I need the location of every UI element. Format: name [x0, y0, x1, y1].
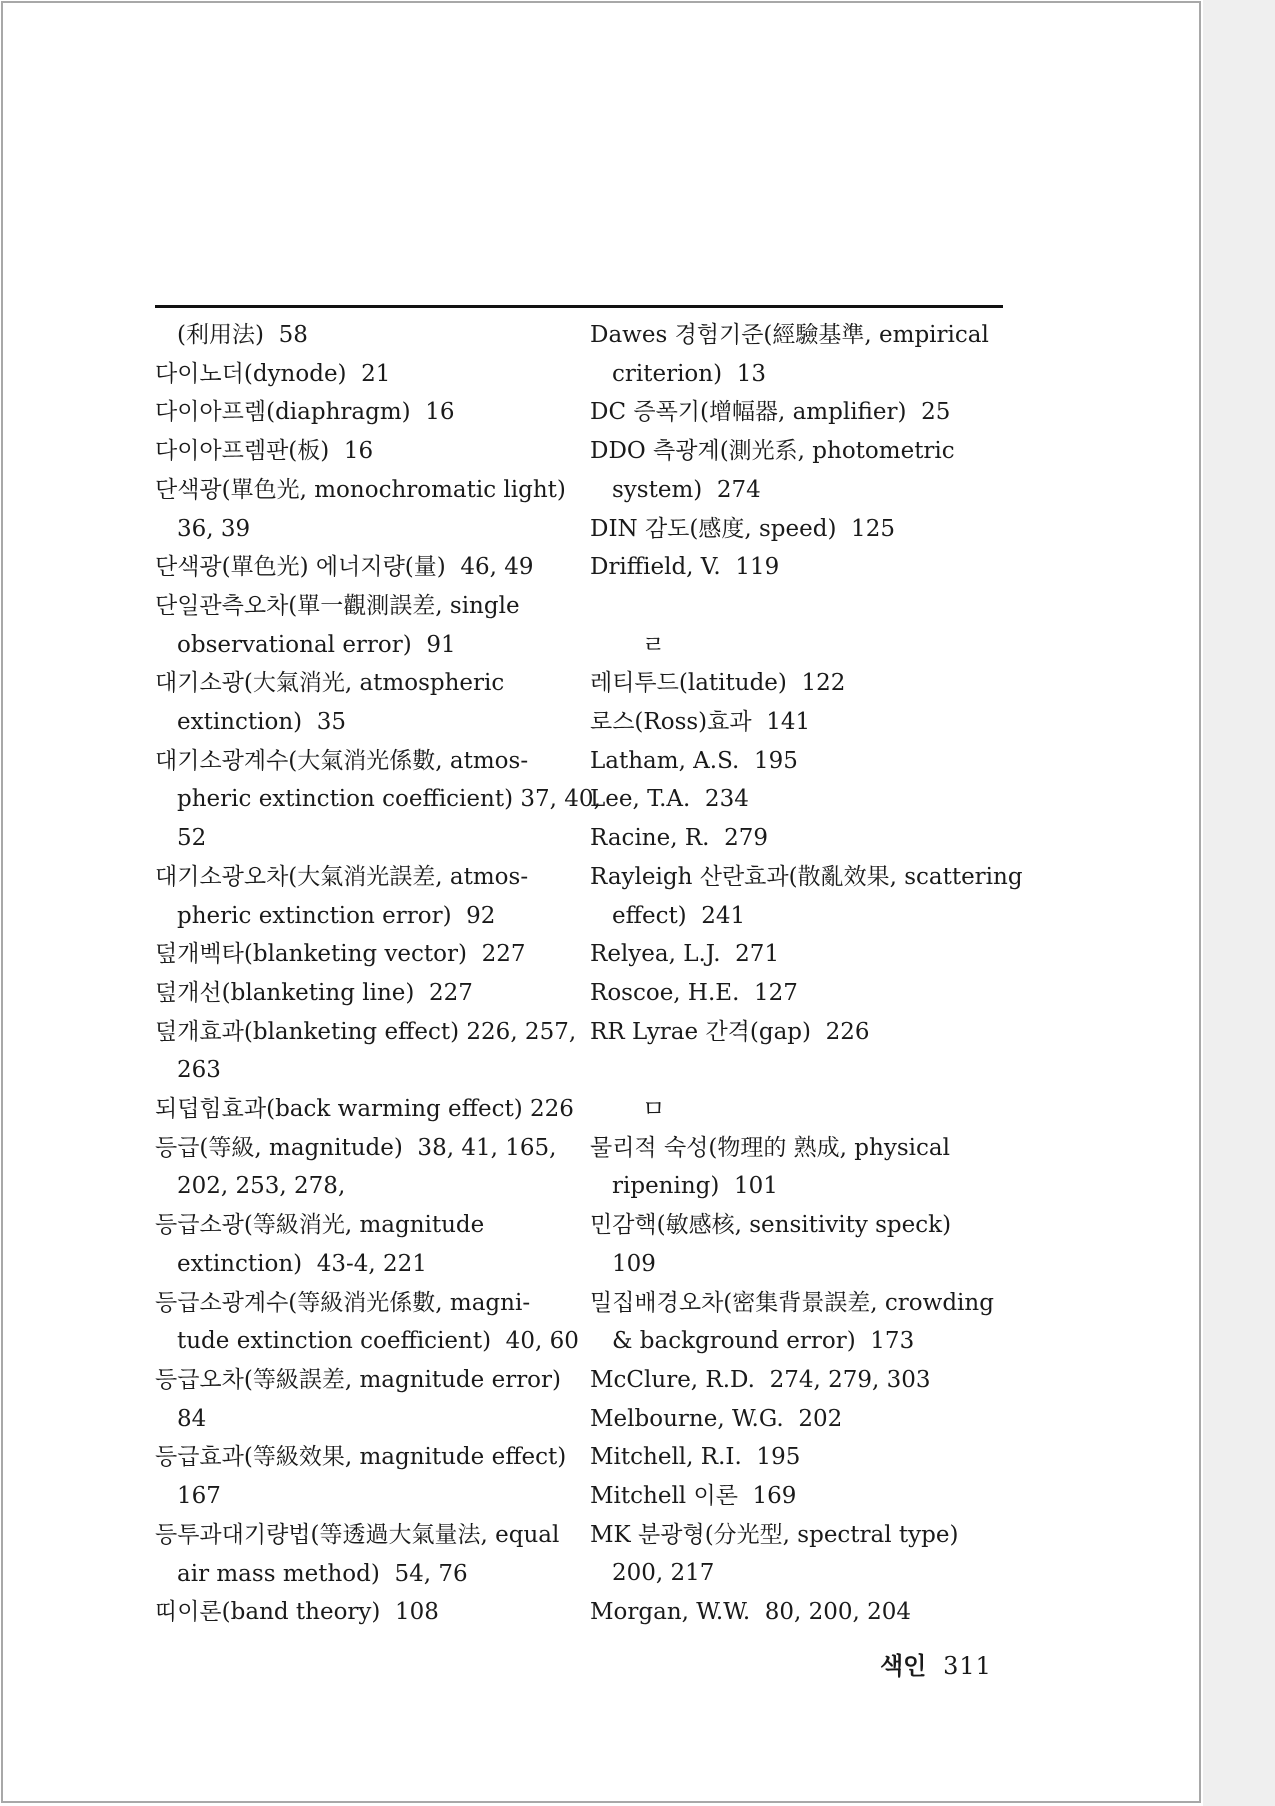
index-entry-line: 덮개벡타(blanketing vector) 227 [155, 941, 526, 968]
index-entry-line: 200, 217 [612, 1560, 715, 1587]
index-entry-line: pheric extinction coefficient) 37, 40, [177, 786, 601, 813]
index-column-left [155, 316, 601, 1632]
index-entry-line: Melbourne, W.G. 202 [590, 1405, 843, 1432]
index-entry-line: extinction) 43-4, 221 [177, 1250, 427, 1277]
index-entry-line: RR Lyrae 간격(gap) 226 [590, 1018, 870, 1045]
index-entry-line: observational error) 91 [177, 631, 456, 658]
index-entry-line: & background error) 173 [612, 1328, 915, 1355]
index-entry-line: air mass method) 54, 76 [177, 1560, 468, 1587]
page-number: 311 [943, 1652, 992, 1680]
index-entry-line: tude extinction coefficient) 40, 60 [177, 1328, 579, 1355]
index-entry-line: DC 증폭기(增幅器, amplifier) 25 [590, 399, 951, 426]
index-entry-line: Driffield, V. 119 [590, 554, 780, 581]
index-entry-line: Lee, T.A. 234 [590, 786, 749, 813]
index-entry-line: Relyea, L.J. 271 [590, 941, 780, 968]
index-entry-line: 109 [612, 1250, 656, 1277]
index-entry-line: 되덥힘효과(back warming effect) 226 [155, 1096, 574, 1123]
index-entry-line: pheric extinction error) 92 [177, 902, 496, 929]
index-entry-line: 등급소광계수(等級消光係數, magni- [155, 1289, 531, 1316]
index-entry-line: 밀집배경오차(密集背景誤差, crowding [590, 1289, 994, 1316]
index-entry-line: 민감핵(敏感核, sensitivity speck) [590, 1212, 952, 1239]
index-entry-line: effect) 241 [612, 902, 746, 929]
index-entry-line: 다이아프렘판(板) 16 [155, 438, 374, 465]
index-entry-line: 84 [177, 1405, 207, 1432]
index-entry-line: system) 274 [612, 476, 761, 503]
index-entry-line: 202, 253, 278, [177, 1173, 346, 1200]
index-entry-line: ripening) 101 [612, 1173, 778, 1200]
section-heading: ㅁ [642, 1095, 666, 1124]
index-entry-line: 단색광(單色光, monochromatic light) [155, 476, 566, 503]
index-entry-line: Dawes 경험기준(經驗基準, empirical [590, 322, 989, 348]
page-footer [880, 1646, 992, 1681]
index-entry-line: 대기소광오차(大氣消光誤差, atmos- [155, 863, 529, 890]
index-entry-line: 물리적 숙성(物理的 熟成, physical [590, 1134, 950, 1161]
index-entry-line: 덮개효과(blanketing effect) 226, 257, [155, 1018, 577, 1045]
index-entry-line: DIN 감도(感度, speed) 125 [590, 515, 895, 542]
index-entry-line: Rayleigh 산란효과(散亂效果, scattering [590, 863, 1023, 890]
index-entry-line: 36, 39 [177, 515, 251, 542]
index-entry-line: 다이노더(dynode) 21 [155, 360, 391, 387]
index-entry-line: 단색광(單色光) 에너지량(量) 46, 49 [155, 554, 534, 581]
index-entry-line: 등급소광(等級消光, magnitude [155, 1212, 485, 1239]
index-entry-line: 레티투드(latitude) 122 [590, 670, 846, 697]
index-entry-line: 대기소광(大氣消光, atmospheric [155, 670, 505, 697]
index-entry-line: 단일관측오차(單一觀測誤差, single [155, 592, 520, 619]
header-rule [155, 305, 1003, 308]
index-entry-line: Roscoe, H.E. 127 [590, 979, 798, 1006]
index-entry-line: Racine, R. 279 [590, 825, 768, 852]
index-entry-line: Mitchell, R.I. 195 [590, 1444, 801, 1471]
index-entry-line: 등급오차(等級誤差, magnitude error) [155, 1366, 561, 1393]
section-heading: ㄹ [642, 630, 666, 659]
index-entry-line: MK 분광형(分光型, spectral type) [590, 1521, 959, 1548]
index-entry-line: 등급(等級, magnitude) 38, 41, 165, [155, 1134, 557, 1161]
index-entry-line: Latham, A.S. 195 [590, 747, 798, 774]
index-entry-line: 덮개선(blanketing line) 227 [155, 979, 473, 1006]
index-column-right [590, 316, 1023, 1632]
section-spacer [590, 587, 1020, 626]
index-entry-line: 대기소광계수(大氣消光係數, atmos- [155, 747, 529, 774]
index-entry-line: 띠이론(band theory) 108 [155, 1599, 439, 1626]
index-entry-line: 다이아프렘(diaphragm) 16 [155, 399, 455, 426]
index-entry-line: Morgan, W.W. 80, 200, 204 [590, 1599, 912, 1626]
section-spacer [590, 1051, 1020, 1090]
index-entry-line: McClure, R.D. 274, 279, 303 [590, 1366, 931, 1393]
index-entry-line: DDO 측광계(測光系, photometric [590, 438, 955, 465]
index-entry-line: (利用法) 58 [177, 322, 308, 348]
section-label: 색인 [880, 1651, 927, 1680]
index-entry-line: 등급효과(等級效果, magnitude effect) [155, 1444, 567, 1471]
viewer-margin [1203, 0, 1275, 1806]
index-entry-line: 167 [177, 1483, 221, 1510]
index-entry-line: 52 [177, 825, 207, 852]
index-entry-line: 263 [177, 1057, 221, 1084]
index-entry-line: criterion) 13 [612, 360, 766, 387]
index-entry-line: extinction) 35 [177, 709, 346, 736]
index-entry-line: 로스(Ross)효과 141 [590, 709, 811, 736]
index-entry-line: Mitchell 이론 169 [590, 1483, 797, 1510]
index-entry-line: 등투과대기량법(等透過大氣量法, equal [155, 1521, 560, 1548]
